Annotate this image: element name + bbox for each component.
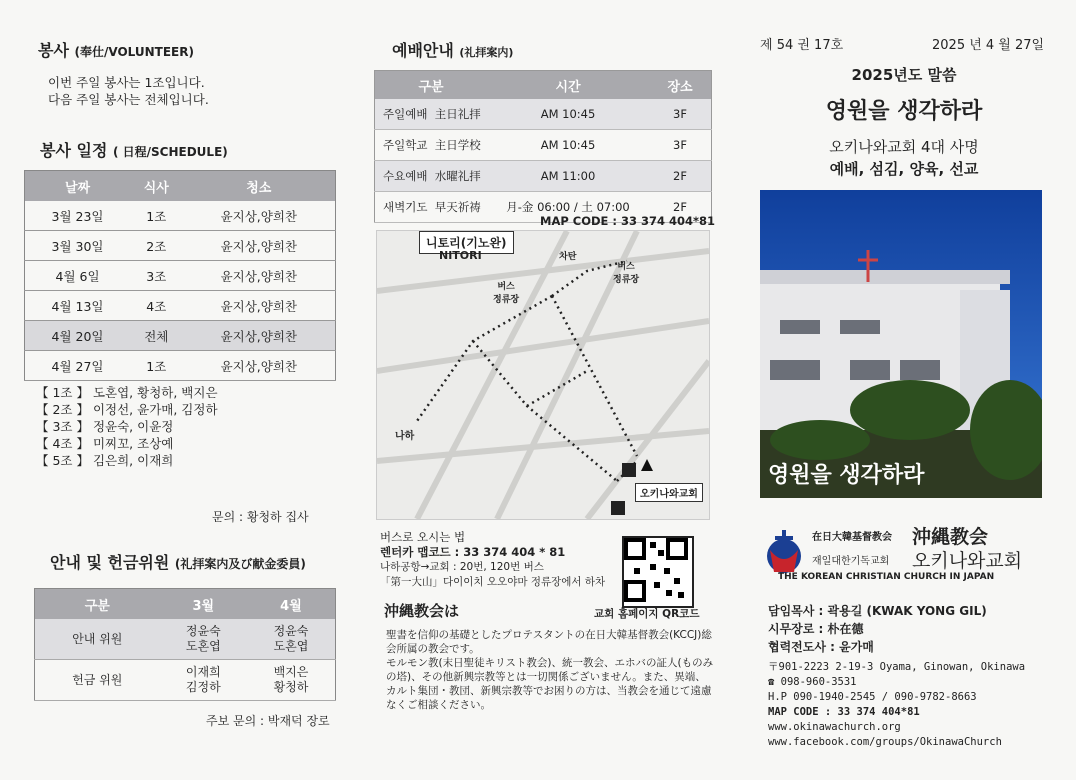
- ushers-table: 구분 3월 4월 안내 위원 정윤숙 도혼엽 정윤숙 도혼엽 헌금 위원 이재희 김정하 백지은 황청하: [34, 588, 336, 701]
- chatan-label: 차탄: [559, 252, 577, 262]
- about-heading: 沖縄教会は: [384, 602, 460, 620]
- qr-label: 교회 홈페이지 QR코드: [594, 608, 700, 620]
- year-theme-label: 2025년도 말씀: [851, 66, 957, 84]
- church-building-image: [760, 190, 1042, 498]
- list-item: 【 3조 】 정윤숙, 이윤정: [36, 419, 174, 434]
- senior-pastor: 담임목사 : 곽용길 (KWAK YONG GIL): [768, 604, 987, 618]
- church-name-ja: 沖縄教会: [912, 526, 989, 548]
- facebook-link[interactable]: www.facebook.com/groups/OkinawaChurch: [768, 736, 1002, 748]
- mission-heading: 오키나와교회 4대 사명: [829, 138, 979, 156]
- staff-list: [768, 602, 987, 656]
- list-item: 【 1조 】 도혼엽, 황청하, 백지은: [36, 385, 218, 400]
- evangelist: 협력전도사 : 윤가매: [768, 640, 874, 654]
- list-item: 【 5조 】 김은희, 이재희: [36, 453, 174, 468]
- church-name-kr: 오키나와교회: [912, 550, 1023, 572]
- table-row: 3월 23일 1조 윤지상,양희찬: [25, 201, 336, 231]
- list-item: 【 2조 】 이정선, 윤가매, 김정하: [36, 402, 218, 417]
- table-row: 주일학교 主日学校 AM 10:45 3F: [375, 130, 712, 161]
- elder: 시무장로 : 朴在德: [768, 622, 864, 636]
- church-logo: [764, 528, 804, 576]
- col-cleaning: 청소: [183, 171, 336, 202]
- location-map[interactable]: [376, 230, 710, 520]
- table-row: 주일예배 主日礼拝 AM 10:45 3F: [375, 99, 712, 130]
- bulletin-contact: 주보 문의 : 박재덕 장로: [206, 714, 330, 728]
- volunteer-next-week: 다음 주일 봉사는 전체입니다.: [48, 92, 209, 107]
- group-list: [36, 384, 218, 469]
- col-meal: 식사: [130, 171, 183, 202]
- mobile: H.P 090-1940-2545 / 090-9782-8663: [768, 691, 977, 703]
- nitori-en-label: NITORI: [439, 249, 482, 262]
- contact-info: [768, 660, 1025, 750]
- list-item: 【 4조 】 미찌꼬, 조상예: [36, 436, 174, 451]
- bus-stop-2: 버스 정류장: [613, 262, 640, 285]
- volunteer-this-week: 이번 주일 봉사는 1조입니다.: [48, 75, 205, 90]
- table-row: 4월 27일 1조 윤지상,양희찬: [25, 351, 336, 381]
- mission-list: 예배, 섬김, 양육, 선교: [829, 160, 979, 178]
- church-name-en: THE KOREAN CHRISTIAN CHURCH IN JAPAN: [778, 572, 995, 582]
- worship-table: 구분 시간 장소 주일예배 主日礼拝 AM 10:45 3F 주일학교 主日学校 AM 10:45 3F 수요예배 水曜礼拝 AM 11:00 2F 새벽기도 早天祈祷 月-金 06:00 / 土 07:00 2F: [374, 70, 712, 223]
- col-date: 날짜: [25, 171, 131, 202]
- map-drawing: [377, 231, 709, 519]
- worship-heading: 예배안내 (礼拝案内): [392, 41, 514, 60]
- map-code-2: MAP CODE : 33 374 404*81: [768, 706, 920, 718]
- volunteer-contact: 문의 : 황청하 집사: [212, 510, 309, 524]
- ushers-heading: 안내 및 헌금위원 (礼拝案内及び献金委員): [50, 553, 306, 572]
- church-name-ja-small: 在日大韓基督教会: [812, 532, 892, 543]
- church-map-label: 오키나와교회: [635, 483, 703, 502]
- table-row: 4월 13일 4조 윤지상,양희찬: [25, 291, 336, 321]
- table-row: 3월 30일 2조 윤지상,양희찬: [25, 231, 336, 261]
- church-photo: [760, 190, 1042, 498]
- year-theme-title: 영원을 생각하라: [825, 99, 983, 124]
- issue-date: 2025 년 4 월 27일: [932, 38, 1045, 53]
- bus-stop-1: 버스 정류장: [493, 282, 520, 305]
- nitori-label: 니토리(기노완): [419, 231, 514, 254]
- volunteer-heading: 봉사 (奉仕/VOLUNTEER): [38, 41, 194, 60]
- table-row: 새벽기도 早天祈祷 月-金 06:00 / 土 07:00 2F: [375, 192, 712, 223]
- website-link[interactable]: www.okinawachurch.org: [768, 721, 901, 733]
- table-row: 수요예배 水曜礼拝 AM 11:00 2F: [375, 161, 712, 192]
- phone: ☎ 098-960-3531: [768, 676, 857, 688]
- photo-caption: 영원을 생각하라: [768, 462, 925, 488]
- volunteer-notice: [48, 74, 209, 108]
- schedule-heading: 봉사 일정 ( 日程/SCHEDULE): [40, 141, 228, 160]
- about-text: 聖書を信仰の基礎としたプロテスタントの在日大韓基督教会(KCCJ)総会所属の教会です。 モルモン教(末日聖徒キリスト教会)、統一教会、エホバの証人(ものみの塔)、その他新興宗教等とは一切関係ございません。また、異端、カルト集団・教団、新興宗教等でお困りの方は、当教会を通じて遠慮なくご相談ください。: [386, 629, 714, 711]
- table-row: 4월 6일 3조 윤지상,양희찬: [25, 261, 336, 291]
- qr-code[interactable]: [622, 536, 694, 608]
- naha-label: 나하: [395, 431, 415, 442]
- bus-directions: 버스로 오시는 법 렌터카 맵코드 : 33 374 404 * 81 나하공항→교회 : 20번, 120번 버스 「第一大山」다이이치 오오야마 정류장에서 하차: [380, 530, 606, 588]
- table-row: 안내 위원 정윤숙 도혼엽 정윤숙 도혼엽: [35, 619, 336, 660]
- table-row: 헌금 위원 이재희 김정하 백지은 황청하: [35, 660, 336, 701]
- church-logo-icon: [764, 528, 804, 576]
- qr-code-icon: [624, 538, 688, 602]
- schedule-table: [24, 170, 336, 381]
- map-code: MAP CODE : 33 374 404*81: [540, 214, 716, 228]
- address: 〒901-2223 2-19-3 Oyama, Ginowan, Okinawa: [768, 661, 1026, 673]
- issue-volume: 제 54 권 17호: [760, 38, 844, 53]
- table-row: 4월 20일 전체 윤지상,양희찬: [25, 321, 336, 351]
- left-panel: [0, 0, 360, 780]
- church-name-kr-small: 재일대한기독교회: [812, 556, 890, 567]
